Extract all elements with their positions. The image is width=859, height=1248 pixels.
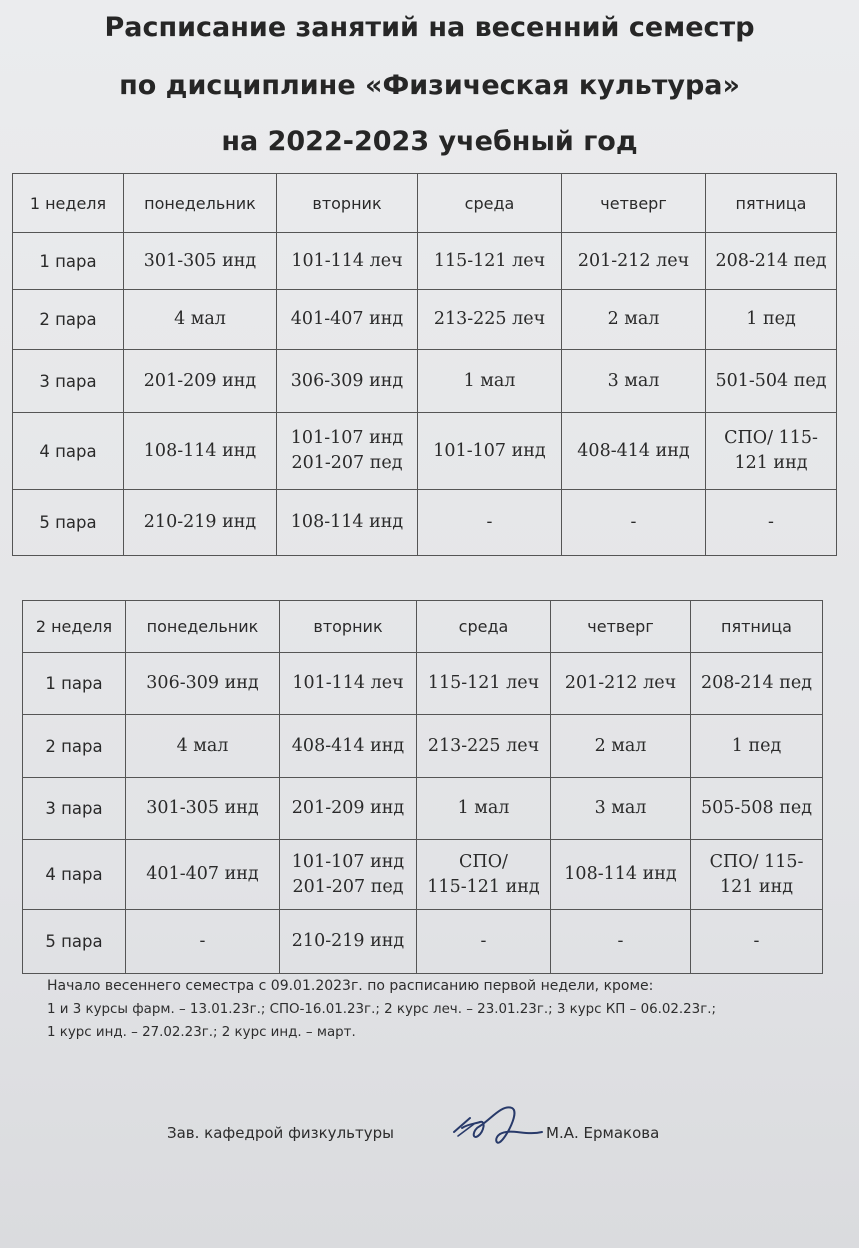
semester-notes	[47, 975, 827, 1044]
schedule-cell: 4 мал	[124, 290, 277, 350]
schedule-cell: 306-309 инд	[277, 350, 418, 413]
schedule-cell: 408-414 инд	[562, 413, 706, 490]
schedule-cell: 2 мал	[551, 715, 691, 778]
table-row	[23, 910, 823, 974]
period-label: 5 пара	[13, 490, 124, 556]
schedule-cell: 115-121 леч	[417, 653, 551, 715]
schedule-cell: СПО/ 115-121 инд	[691, 840, 823, 910]
schedule-cell: СПО/ 115-121 инд	[706, 413, 837, 490]
period-label: 1 пара	[23, 653, 126, 715]
day-header: пятница	[706, 174, 837, 233]
table-row	[23, 715, 823, 778]
schedule-cell: -	[691, 910, 823, 974]
schedule-cell: -	[417, 910, 551, 974]
schedule-cell: 1 пед	[691, 715, 823, 778]
schedule-cell: 210-219 инд	[280, 910, 417, 974]
schedule-cell: 505-508 пед	[691, 778, 823, 840]
table-row	[13, 290, 837, 350]
schedule-cell: -	[551, 910, 691, 974]
day-header: понедельник	[124, 174, 277, 233]
week-label: 1 неделя	[13, 174, 124, 233]
week1-table	[12, 173, 837, 556]
notes-line-2: 1 и 3 курсы фарм. – 13.01.23г.; СПО-16.01.23г.; 2 курс леч. – 23.01.23г.; 3 курс КП – 06.02.23г.;	[47, 1002, 717, 1017]
day-header: вторник	[280, 601, 417, 653]
schedule-cell: 4 мал	[126, 715, 280, 778]
period-label: 4 пара	[23, 840, 126, 910]
schedule-cell: 108-114 инд	[277, 490, 418, 556]
schedule-cell: 201-209 инд	[280, 778, 417, 840]
schedule-cell: -	[706, 490, 837, 556]
schedule-cell: 408-414 инд	[280, 715, 417, 778]
notes-line-1: Начало весеннего семестра с 09.01.2023г. по расписанию первой недели, кроме:	[47, 978, 654, 994]
table-header-row	[23, 601, 823, 653]
table-row	[13, 350, 837, 413]
period-label: 2 пара	[13, 290, 124, 350]
schedule-cell: 501-504 пед	[706, 350, 837, 413]
table-row	[23, 840, 823, 910]
schedule-cell: 210-219 инд	[124, 490, 277, 556]
week-label: 2 неделя	[23, 601, 126, 653]
table-row	[13, 233, 837, 290]
schedule-cell: 101-107 инд 201-207 пед	[280, 840, 417, 910]
schedule-cell: 201-212 леч	[551, 653, 691, 715]
day-header: вторник	[277, 174, 418, 233]
title-line-1: Расписание занятий на весенний семестр	[104, 12, 755, 43]
schedule-cell: 201-209 инд	[124, 350, 277, 413]
schedule-cell: 301-305 инд	[126, 778, 280, 840]
handwritten-signature	[450, 1102, 546, 1148]
week2-table	[22, 600, 823, 974]
period-label: 5 пара	[23, 910, 126, 974]
schedule-cell: 301-305 инд	[124, 233, 277, 290]
schedule-cell: 1 мал	[418, 350, 562, 413]
period-label: 1 пара	[13, 233, 124, 290]
table-row	[13, 490, 837, 556]
schedule-cell: 401-407 инд	[126, 840, 280, 910]
schedule-cell: 208-214 пед	[706, 233, 837, 290]
period-label: 2 пара	[23, 715, 126, 778]
schedule-cell: 306-309 инд	[126, 653, 280, 715]
schedule-cell: 208-214 пед	[691, 653, 823, 715]
day-header: среда	[417, 601, 551, 653]
signatory-name: М.А. Ермакова	[546, 1124, 660, 1142]
day-header: пятница	[691, 601, 823, 653]
schedule-cell: 1 мал	[417, 778, 551, 840]
schedule-cell: 108-114 инд	[124, 413, 277, 490]
day-header: четверг	[562, 174, 706, 233]
day-header: четверг	[551, 601, 691, 653]
period-label: 4 пара	[13, 413, 124, 490]
table-row	[13, 413, 837, 490]
notes-line-3: 1 курс инд. – 27.02.23г.; 2 курс инд. – март.	[47, 1025, 356, 1040]
title-line-3: на 2022-2023 учебный год	[221, 126, 638, 157]
schedule-cell: 213-225 леч	[417, 715, 551, 778]
schedule-cell: 115-121 леч	[418, 233, 562, 290]
signatory-position: Зав. кафедрой физкультуры	[167, 1124, 394, 1142]
title-line-2: по дисциплине «Физическая культура»	[119, 70, 740, 101]
period-label: 3 пара	[23, 778, 126, 840]
schedule-cell: 101-114 леч	[277, 233, 418, 290]
schedule-cell: 213-225 леч	[418, 290, 562, 350]
schedule-cell: 3 мал	[551, 778, 691, 840]
table-header-row	[13, 174, 837, 233]
schedule-cell: -	[126, 910, 280, 974]
schedule-cell: 201-212 леч	[562, 233, 706, 290]
table-row	[23, 778, 823, 840]
schedule-cell: -	[562, 490, 706, 556]
schedule-cell: 101-107 инд 201-207 пед	[277, 413, 418, 490]
schedule-cell: 3 мал	[562, 350, 706, 413]
day-header: среда	[418, 174, 562, 233]
table-row	[23, 653, 823, 715]
period-label: 3 пара	[13, 350, 124, 413]
schedule-cell: -	[418, 490, 562, 556]
schedule-cell: 1 пед	[706, 290, 837, 350]
schedule-cell: 401-407 инд	[277, 290, 418, 350]
day-header: понедельник	[126, 601, 280, 653]
schedule-cell: СПО/ 115-121 инд	[417, 840, 551, 910]
schedule-cell: 108-114 инд	[551, 840, 691, 910]
schedule-cell: 101-114 леч	[280, 653, 417, 715]
schedule-cell: 101-107 инд	[418, 413, 562, 490]
schedule-cell: 2 мал	[562, 290, 706, 350]
